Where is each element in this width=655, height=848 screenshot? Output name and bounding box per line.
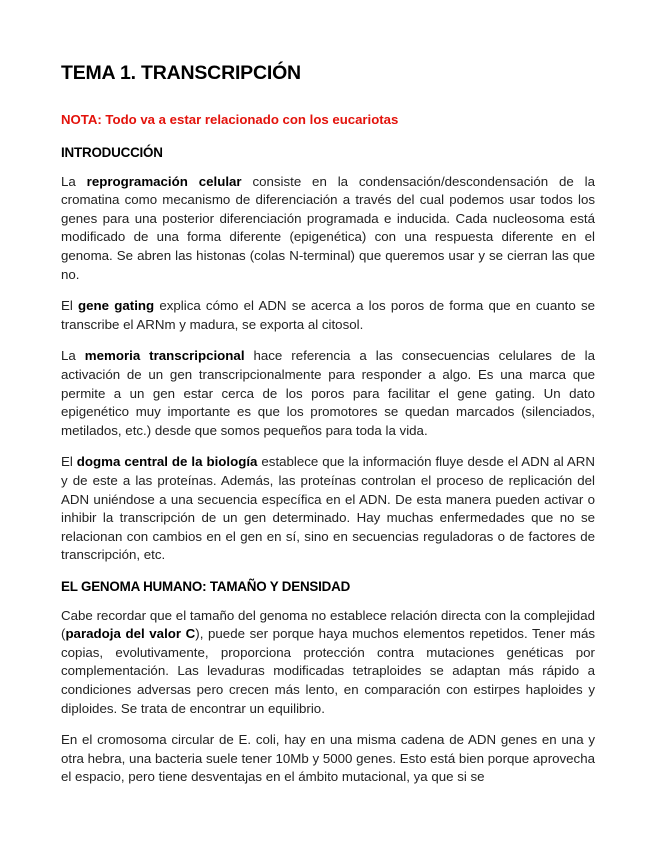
paragraph-reprogramacion xyxy=(61,173,595,285)
bold-term: paradoja del valor C xyxy=(65,626,196,642)
section-introduccion xyxy=(61,144,595,565)
paragraph-memoria xyxy=(61,347,595,440)
paragraph-text: Cabe recordar que el tamaño del genoma no establece relación directa con la complejidad ( xyxy=(61,607,595,642)
bold-term: reprogramación celular xyxy=(86,173,242,189)
paragraph-text: El xyxy=(61,298,79,314)
paragraph-valor-c xyxy=(61,607,595,719)
paragraph-text: hace referencia a las consecuencias celulares de la activación de un gen transcripcionalmente para responder a algo. Es una marca que permite a un gen estar cerca de los poros para facilitar el gene gating. Un dato epigenético muy importante es que los promotores se quedan marcados (silenciados, metilados, etc.) desde que somos pequeños para toda la vida. xyxy=(61,348,595,438)
note-text: NOTA: Todo va a estar relacionado con los eucariotas xyxy=(61,112,399,128)
paragraph-text: ), puede ser porque haya muchos elementos repetidos. Tener más copias, evolutivamente, proporciona protección contra mutaciones genéticas por complementación. Las levaduras modificadas tetraploides se adaptan más rápido a condiciones adversas pero crecen más lento, en comparación con estirpes haploides y diploides. Se trata de encontrar un equilibrio. xyxy=(61,626,595,716)
paragraph-text: El xyxy=(61,454,77,470)
section-genoma-humano xyxy=(61,578,595,787)
paragraph-e-coli: En el cromosoma circular de E. coli, hay en una misma cadena de ADN genes en una y otra hebra, una bacteria suele tener 10Mb y 5000 genes. Esto está bien porque aprovecha el espacio, pero tiene desventajas en el ámbito mutacional, ya que si se xyxy=(61,732,595,785)
paragraph-gene-gating xyxy=(61,297,595,334)
paragraph-text: La xyxy=(61,173,87,189)
paragraph-text: consiste en la condensación/descondensación de la cromatina como mecanismo de diferenciación a través del cual podemos usar todos los genes para una posterior diferenciación programada e inducida. Cada nucleosoma está modificado de una forma diferente (epigenética) con una respuesta diferente en el genoma. Se abren las histonas (colas N-terminal) que queremos usar y se cierran las que no. xyxy=(61,173,595,282)
paragraph-text: La xyxy=(61,348,85,364)
section-heading: INTRODUCCIÓN xyxy=(61,144,163,160)
paragraph-text: establece que la información fluye desde el ADN al ARN y de este a las proteínas. Además, las proteínas controlan el proceso de replicación del ADN uniéndose a una secuencia específica en el ADN. De esta manera pueden activar o inhibir la transcripción de un gen determinado. Hay muchas enfermedades que no se relacionan con cambios en el gen en sí, sino en secuencias reguladoras o de factores de transcripción, etc. xyxy=(61,454,595,563)
bold-term: memoria transcripcional xyxy=(84,348,245,364)
paragraph-text: explica cómo el ADN se acerca a los poros de forma que en cuanto se transcribe el ARNm y madura, se exporta al citosol. xyxy=(61,298,595,332)
page-title: TEMA 1. TRANSCRIPCIÓN xyxy=(61,62,301,84)
bold-term: gene gating xyxy=(78,298,155,314)
paragraph-dogma xyxy=(61,453,595,565)
section-heading: EL GENOMA HUMANO: TAMAÑO Y DENSIDAD xyxy=(61,578,351,594)
bold-term: dogma central de la biología xyxy=(76,454,258,470)
